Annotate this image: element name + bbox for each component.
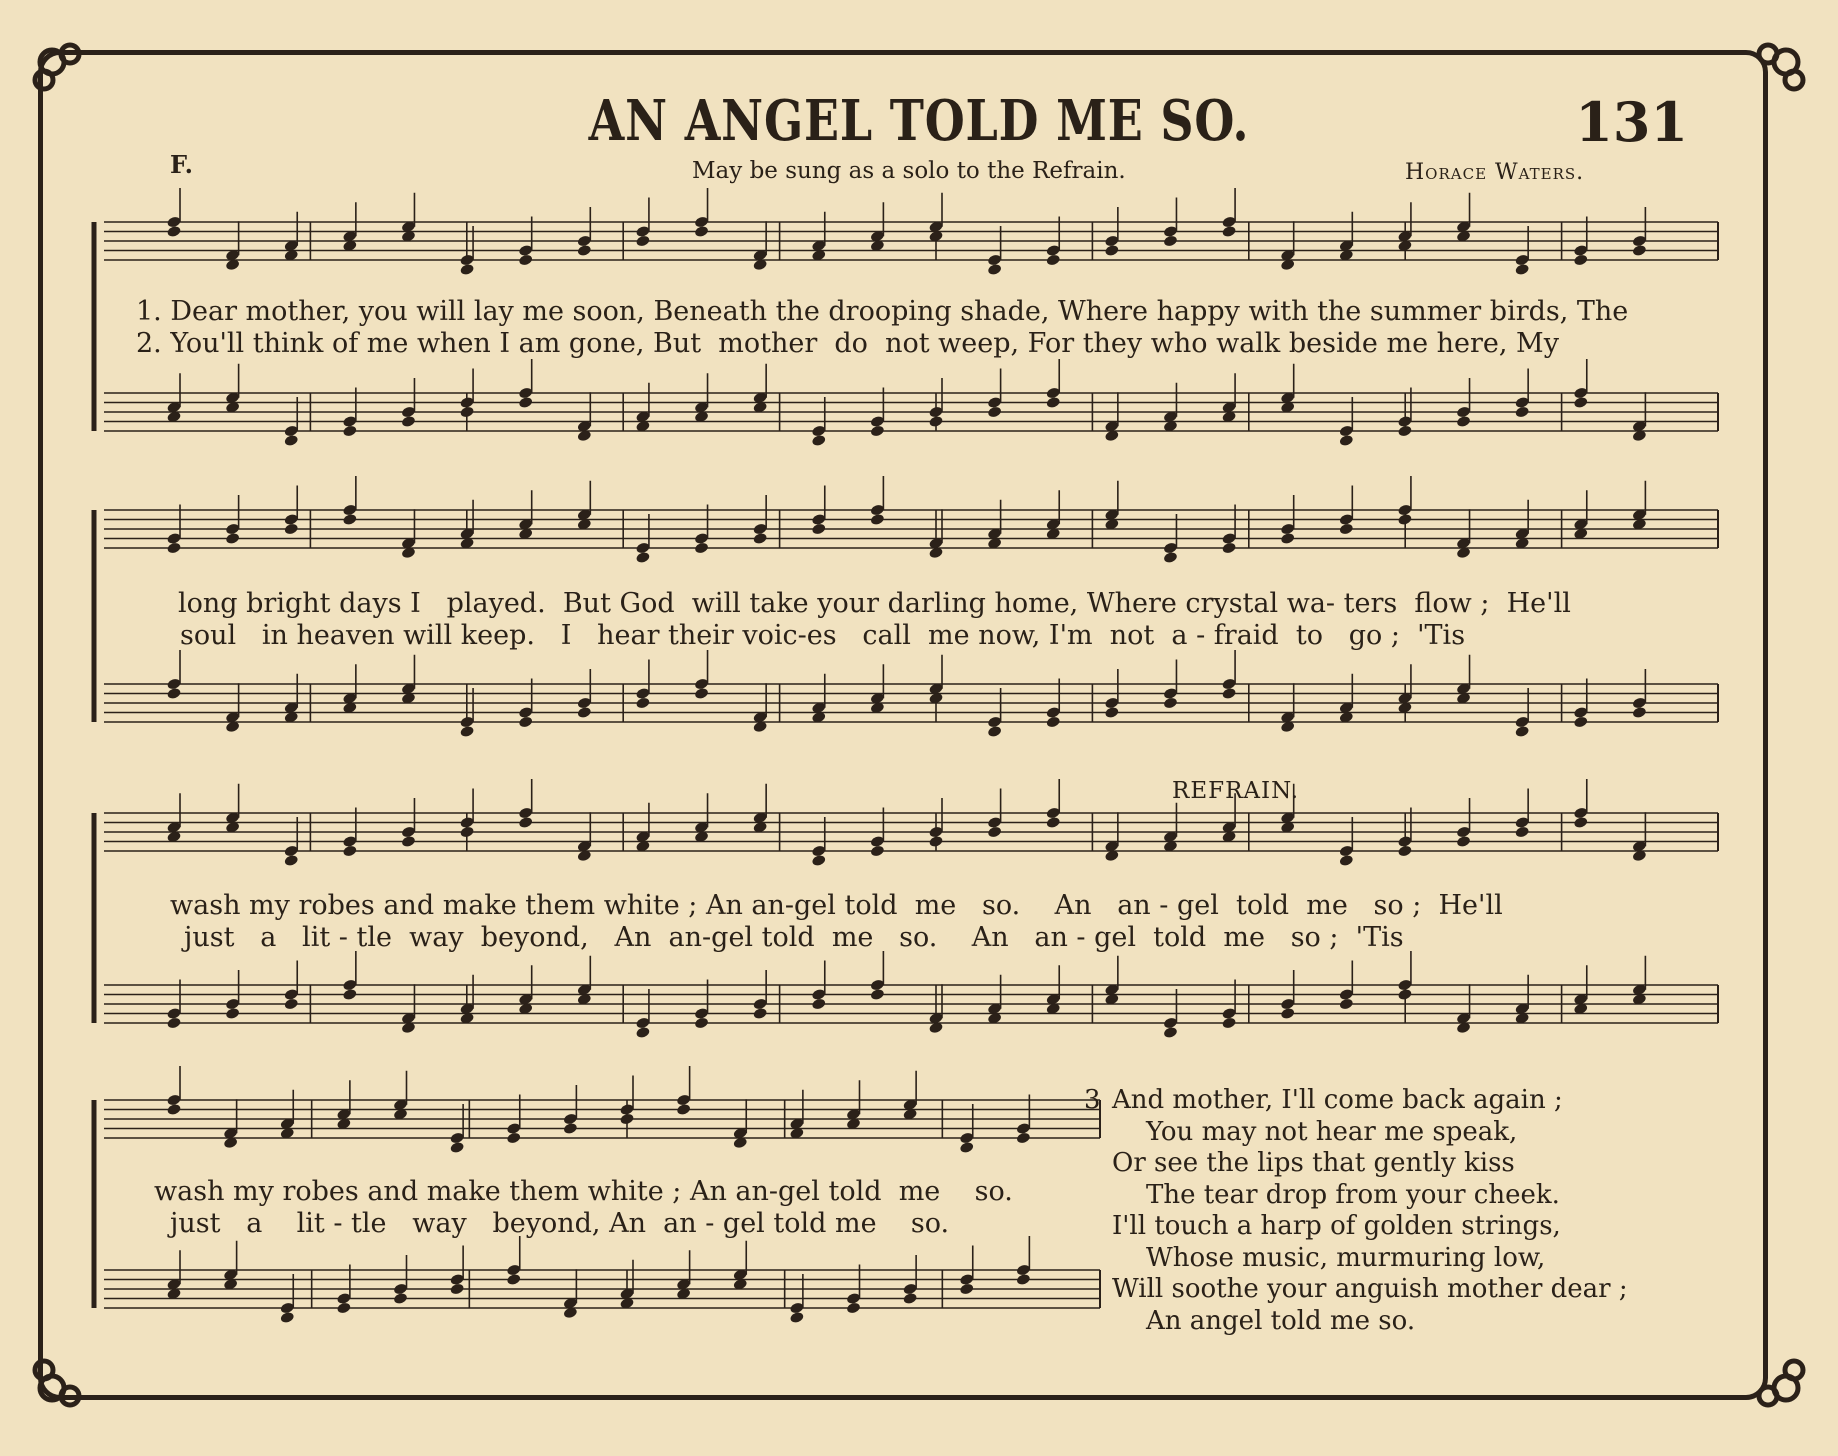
composer-name: Horace Waters. [1405,160,1585,185]
lyric-line: 2. You'll think of me when I am gone, But mother do not weep, For they who walk beside me here, My [136,328,1559,359]
lyric-line: wash my robes and make them white ; An an-gel told me so. [154,1176,1013,1207]
lyric-line: 1. Dear mother, you will lay me soon, Beneath the drooping shade, Where happy with the summer birds, The [136,296,1629,327]
page-number: 131 [1575,90,1688,154]
verse-line: Will soothe your anguish mother dear ; [1112,1274,1628,1304]
verse-line: And mother, I'll come back again ; [1112,1085,1563,1115]
verse-line: You may not hear me speak, [1146,1116,1518,1147]
refrain-label: REFRAIN. [1172,778,1300,804]
key-signature-label: F. [170,150,193,179]
lyric-line: long bright days I played. But God will take your darling home, Where crystal wa- ters flow ; He'll [178,588,1571,619]
lyric-line: wash my robes and make them white ; An an-gel told me so. An an - gel told me so ; He'll [170,890,1503,921]
verse-three [1084,1085,1628,1337]
verse-line: The tear drop from your cheek. [1146,1179,1560,1210]
lyric-line: soul in heaven will keep. I hear their voic-es call me now, I'm not a - fraid to go ; 'Tis [180,620,1466,651]
verse-line: Or see the lips that gently kiss [1112,1148,1515,1178]
performance-note: May be sung as a solo to the Refrain. [692,158,1126,184]
hymn-title: AN ANGEL TOLD ME SO. [588,88,1250,154]
verse-number: 3 [1084,1085,1101,1115]
verse-line: An angel told me so. [1146,1305,1416,1336]
verse-line: Whose music, murmuring low, [1146,1242,1546,1273]
verse-line: I'll touch a harp of golden strings, [1112,1211,1561,1241]
lyric-line: just a lit - tle way beyond, An an-gel told me so. An an - gel told me so ; 'Tis [184,922,1404,953]
lyric-line: just a lit - tle way beyond, An an - gel told me so. [170,1208,950,1239]
